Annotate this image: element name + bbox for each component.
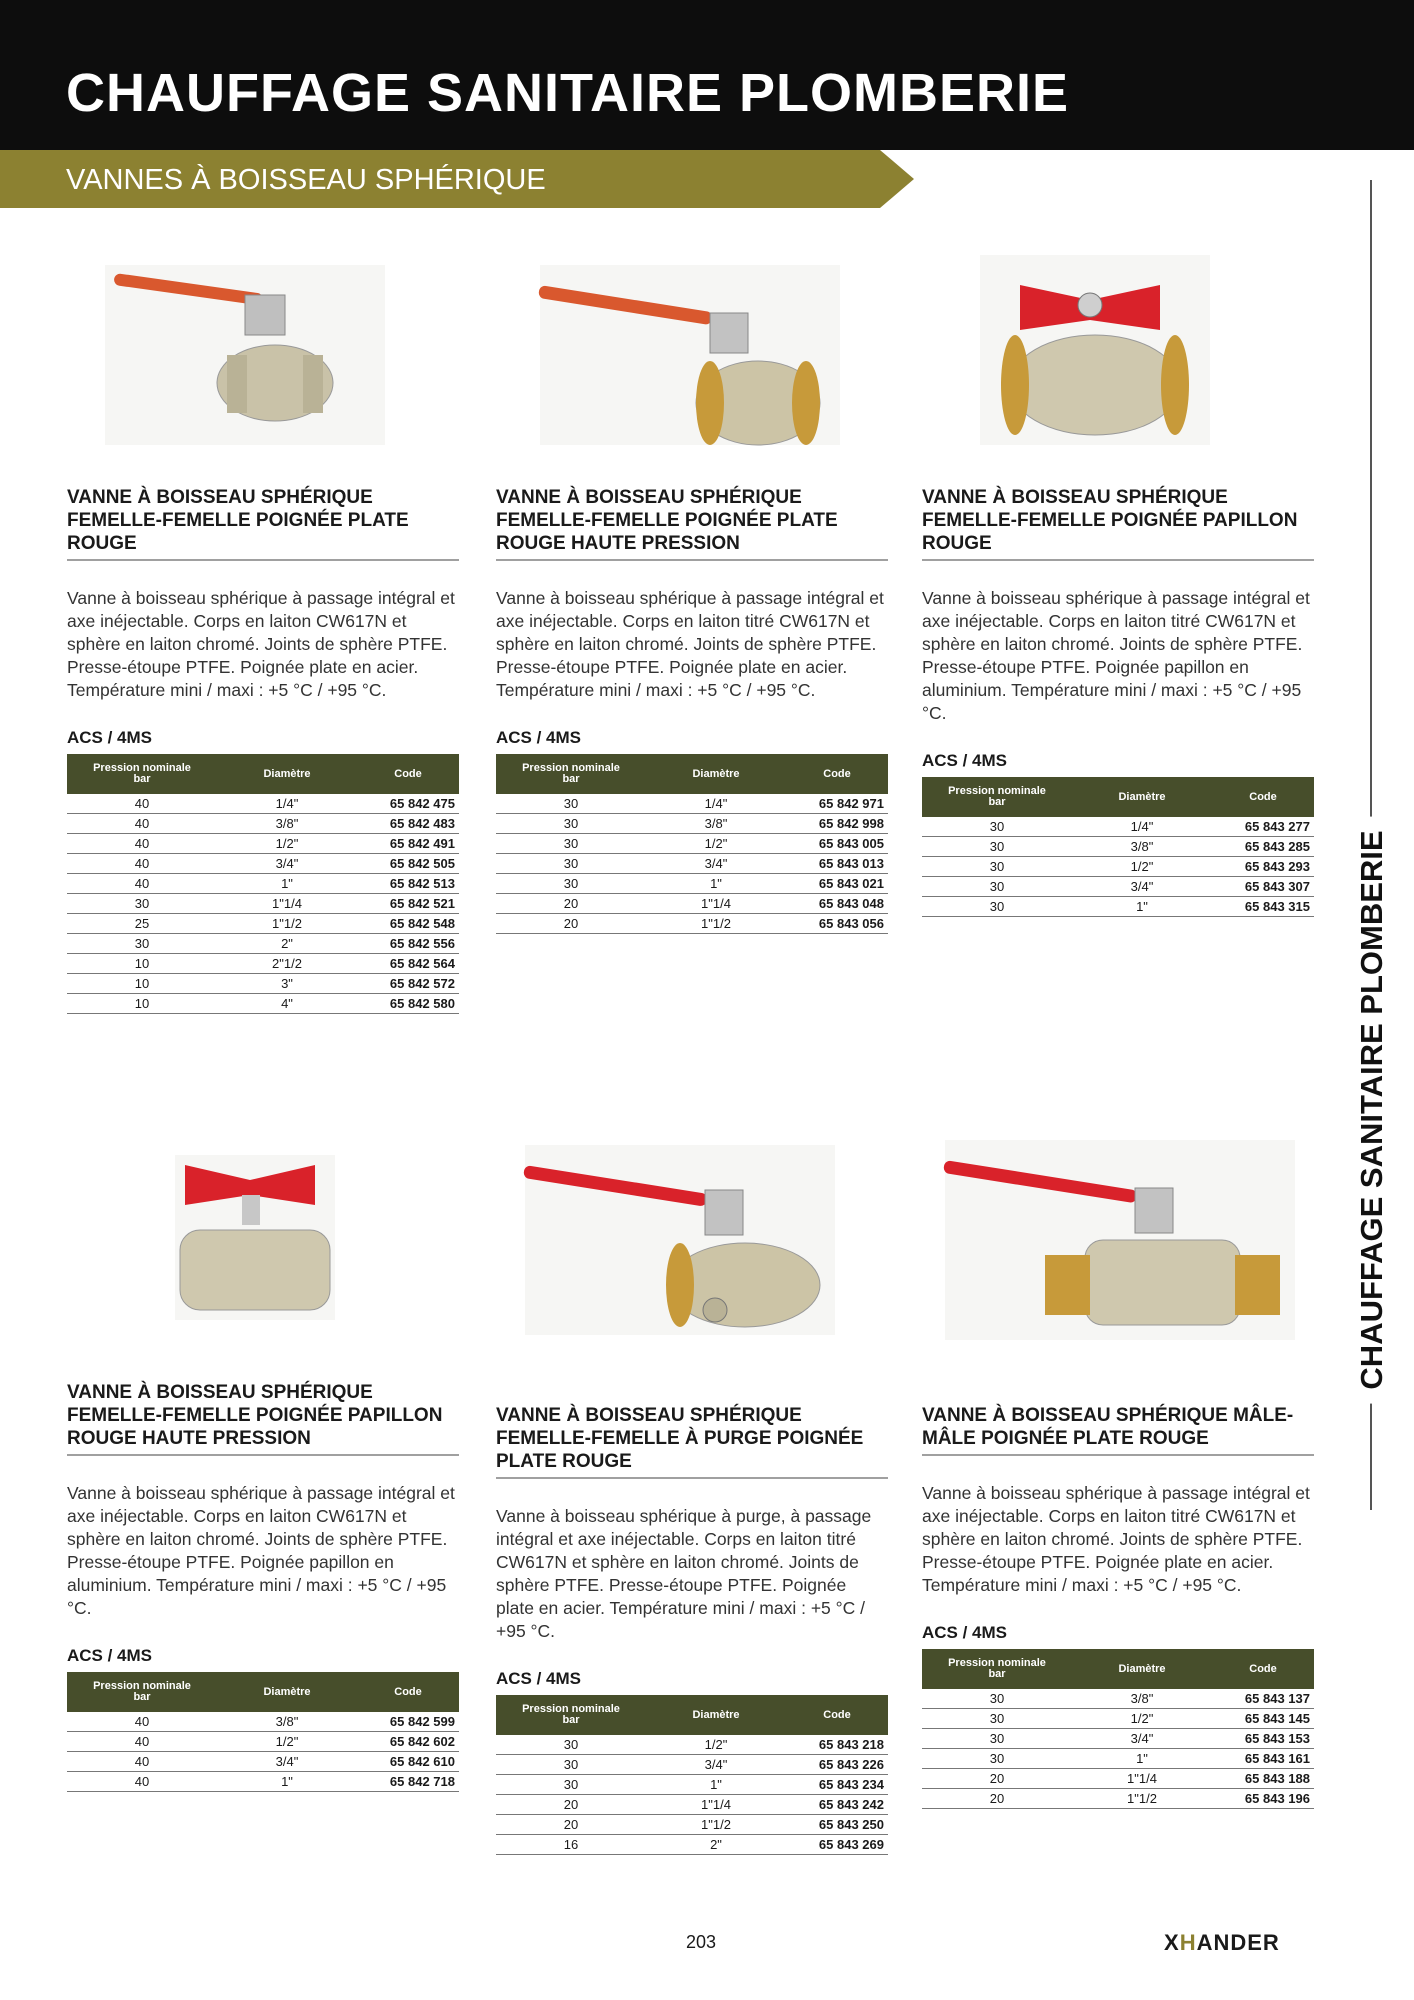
table-row	[922, 1749, 1314, 1769]
pressure-cell: 10	[67, 954, 217, 974]
diameter-cell: 1"1/4	[646, 894, 786, 914]
page-title: CHAUFFAGE SANITAIRE PLOMBERIE	[66, 63, 1070, 123]
valve-flat-handle-icon	[530, 255, 850, 455]
product-name: VANNE À BOISSEAU SPHÉRIQUE MÂLE-MÂLE POIGNÉE PLATE ROUGE	[922, 1404, 1314, 1456]
diameter-cell: 1/2"	[217, 834, 357, 854]
column-header-diameter: Diamètre	[1072, 1649, 1212, 1689]
pressure-cell: 30	[922, 837, 1072, 857]
product-name: VANNE À BOISSEAU SPHÉRIQUE FEMELLE-FEMELLE POIGNÉE PLATE ROUGE	[67, 486, 459, 561]
table-row	[67, 1712, 459, 1732]
pressure-cell: 40	[67, 834, 217, 854]
table-row	[67, 874, 459, 894]
diameter-cell: 1/4"	[646, 794, 786, 814]
certification-label: ACS / 4MS	[496, 1669, 582, 1688]
pressure-cell: 30	[496, 1775, 646, 1795]
column-header-code: Code	[357, 1672, 459, 1712]
table-row	[496, 1775, 888, 1795]
code-cell: 65 842 491	[357, 834, 459, 854]
code-cell: 65 842 513	[357, 874, 459, 894]
table-row	[67, 814, 459, 834]
table-row	[67, 974, 459, 994]
table-row	[67, 794, 459, 814]
diameter-cell: 3/4"	[217, 854, 357, 874]
certification-label: ACS / 4MS	[67, 728, 153, 747]
table-row	[496, 874, 888, 894]
code-cell: 65 843 285	[1212, 837, 1314, 857]
product-table	[496, 754, 888, 934]
diameter-cell: 3/4"	[646, 854, 786, 874]
table-row	[496, 794, 888, 814]
table-row	[496, 914, 888, 934]
pressure-cell: 20	[496, 1795, 646, 1815]
section-title: VANNES À BOISSEAU SPHÉRIQUE	[66, 164, 546, 196]
diameter-cell: 3/4"	[1072, 877, 1212, 897]
diameter-cell: 1"1/2	[646, 1815, 786, 1835]
pressure-cell: 20	[496, 914, 646, 934]
table-row	[67, 854, 459, 874]
product-table	[67, 1672, 459, 1792]
product-description: Vanne à boisseau sphérique à passage intégral et axe inéjectable. Corps en laiton titré CW617N et sphère en laiton chromé. Joints de sphère PTFE. Presse-étoupe PTFE. Poignée plate en acier. Température mini / maxi : +5 °C / +95 °C.	[922, 1483, 1310, 1595]
code-cell: 65 843 013	[786, 854, 888, 874]
code-cell: 65 843 269	[786, 1835, 888, 1855]
diameter-cell: 3/8"	[1072, 1689, 1212, 1709]
code-cell: 65 843 137	[1212, 1689, 1314, 1709]
table-row	[67, 1772, 459, 1792]
code-cell: 65 843 048	[786, 894, 888, 914]
code-cell: 65 842 572	[357, 974, 459, 994]
code-cell: 65 842 998	[786, 814, 888, 834]
certification-label: ACS / 4MS	[67, 1646, 153, 1665]
pressure-cell: 25	[67, 914, 217, 934]
diameter-cell: 3"	[217, 974, 357, 994]
valve-flat-handle-icon	[95, 255, 395, 455]
brand-logo: XHANDER	[1164, 1930, 1280, 1955]
code-cell: 65 842 556	[357, 934, 459, 954]
diameter-cell: 1/2"	[1072, 1709, 1212, 1729]
code-cell: 65 842 564	[357, 954, 459, 974]
diameter-cell: 1"	[646, 874, 786, 894]
code-cell: 65 843 234	[786, 1775, 888, 1795]
column-header-diameter: Diamètre	[646, 754, 786, 794]
column-header-code: Code	[1212, 777, 1314, 817]
product-card	[496, 1404, 888, 1855]
valve-flat-handle-drain-icon	[515, 1135, 845, 1345]
table-row	[922, 877, 1314, 897]
product-name: VANNE À BOISSEAU SPHÉRIQUE FEMELLE-FEMELLE POIGNÉE PAPILLON ROUGE	[922, 486, 1314, 561]
diameter-cell: 1"	[1072, 1749, 1212, 1769]
code-cell: 65 843 218	[786, 1735, 888, 1755]
code-cell: 65 843 293	[1212, 857, 1314, 877]
column-header-code: Code	[1212, 1649, 1314, 1689]
pressure-cell: 30	[922, 1689, 1072, 1709]
column-header-diameter: Diamètre	[646, 1695, 786, 1735]
pressure-cell: 40	[67, 874, 217, 894]
code-cell: 65 842 548	[357, 914, 459, 934]
product-card	[496, 486, 888, 934]
code-cell: 65 843 145	[1212, 1709, 1314, 1729]
diameter-cell: 2"	[646, 1835, 786, 1855]
pressure-cell: 40	[67, 1772, 217, 1792]
product-name: VANNE À BOISSEAU SPHÉRIQUE FEMELLE-FEMELLE POIGNÉE PAPILLON ROUGE HAUTE PRESSION	[67, 1381, 459, 1456]
table-row	[496, 814, 888, 834]
diameter-cell: 3/8"	[217, 814, 357, 834]
table-row	[496, 834, 888, 854]
code-cell: 65 843 226	[786, 1755, 888, 1775]
diameter-cell: 3/4"	[217, 1752, 357, 1772]
pressure-cell: 40	[67, 814, 217, 834]
diameter-cell: 1"1/4	[217, 894, 357, 914]
pressure-cell: 30	[496, 794, 646, 814]
diameter-cell: 1/2"	[646, 1735, 786, 1755]
pressure-cell: 30	[67, 934, 217, 954]
diameter-cell: 1"1/4	[1072, 1769, 1212, 1789]
table-row	[67, 954, 459, 974]
table-row	[67, 994, 459, 1014]
pressure-cell: 40	[67, 1732, 217, 1752]
code-cell: 65 843 021	[786, 874, 888, 894]
certification-label: ACS / 4MS	[922, 751, 1008, 770]
pressure-cell: 40	[67, 1752, 217, 1772]
diameter-cell: 1"	[217, 874, 357, 894]
pressure-cell: 40	[67, 1712, 217, 1732]
diameter-cell: 1"1/4	[646, 1795, 786, 1815]
code-cell: 65 843 161	[1212, 1749, 1314, 1769]
diameter-cell: 1/2"	[217, 1732, 357, 1752]
code-cell: 65 843 250	[786, 1815, 888, 1835]
valve-butterfly-handle-icon	[970, 245, 1220, 455]
table-row	[496, 1835, 888, 1855]
diameter-cell: 3/4"	[646, 1755, 786, 1775]
code-cell: 65 842 505	[357, 854, 459, 874]
product-table	[496, 1695, 888, 1855]
table-row	[67, 914, 459, 934]
code-cell: 65 843 153	[1212, 1729, 1314, 1749]
table-row	[922, 897, 1314, 917]
code-cell: 65 842 971	[786, 794, 888, 814]
code-cell: 65 843 307	[1212, 877, 1314, 897]
table-row	[496, 1755, 888, 1775]
code-cell: 65 843 242	[786, 1795, 888, 1815]
product-description: Vanne à boisseau sphérique à passage intégral et axe inéjectable. Corps en laiton titré CW617N et sphère en laiton chromé. Joints de sphère PTFE. Presse-étoupe PTFE. Poignée papillon en aluminium. Température mini / maxi : +5 °C / +95 °C.	[922, 588, 1310, 723]
table-row	[67, 834, 459, 854]
table-row	[922, 1769, 1314, 1789]
table-row	[922, 1729, 1314, 1749]
table-row	[496, 1735, 888, 1755]
code-cell: 65 843 315	[1212, 897, 1314, 917]
table-row	[922, 857, 1314, 877]
product-table	[922, 1649, 1314, 1809]
valve-butterfly-handle-icon	[170, 1150, 340, 1325]
column-header-pressure: Pression nominale bar	[67, 754, 217, 794]
side-section-label: CHAUFFAGE SANITAIRE PLOMBERIE	[1354, 816, 1390, 1403]
code-cell: 65 843 196	[1212, 1789, 1314, 1809]
diameter-cell: 1"	[646, 1775, 786, 1795]
table-row	[67, 894, 459, 914]
product-name: VANNE À BOISSEAU SPHÉRIQUE FEMELLE-FEMELLE À PURGE POIGNÉE PLATE ROUGE	[496, 1404, 888, 1479]
diameter-cell: 4"	[217, 994, 357, 1014]
column-header-pressure: Pression nominale bar	[496, 1695, 646, 1735]
code-cell: 65 842 718	[357, 1772, 459, 1792]
product-description: Vanne à boisseau sphérique à passage intégral et axe inéjectable. Corps en laiton CW617N et sphère en laiton chromé. Joints de sphère PTFE. Presse-étoupe PTFE. Poignée papillon en aluminium. Température mini / maxi : +5 °C / +95 °C.	[67, 1483, 455, 1618]
valve-male-flat-handle-icon	[935, 1130, 1305, 1350]
diameter-cell: 3/8"	[646, 814, 786, 834]
code-cell: 65 842 610	[357, 1752, 459, 1772]
pressure-cell: 30	[922, 1749, 1072, 1769]
column-header-diameter: Diamètre	[217, 754, 357, 794]
table-row	[922, 1709, 1314, 1729]
column-header-code: Code	[786, 754, 888, 794]
pressure-cell: 30	[922, 897, 1072, 917]
pressure-cell: 20	[496, 1815, 646, 1835]
diameter-cell: 1"1/2	[1072, 1789, 1212, 1809]
page-number: 203	[686, 1932, 717, 1952]
pressure-cell: 30	[922, 1729, 1072, 1749]
pressure-cell: 30	[496, 834, 646, 854]
pressure-cell: 30	[922, 817, 1072, 837]
diameter-cell: 2"	[217, 934, 357, 954]
pressure-cell: 30	[496, 814, 646, 834]
product-description: Vanne à boisseau sphérique à purge, à passage intégral et axe inéjectable. Corps en laiton titré CW617N et sphère en laiton chromé. Joints de sphère PTFE. Presse-étoupe PTFE. Poignée plate en acier. Température mini / maxi : +5 °C / +95 °C.	[496, 1506, 872, 1641]
code-cell: 65 842 521	[357, 894, 459, 914]
code-cell: 65 842 483	[357, 814, 459, 834]
column-header-pressure: Pression nominale bar	[496, 754, 646, 794]
pressure-cell: 10	[67, 994, 217, 1014]
diameter-cell: 3/4"	[1072, 1729, 1212, 1749]
column-header-diameter: Diamètre	[217, 1672, 357, 1712]
table-row	[496, 854, 888, 874]
pressure-cell: 16	[496, 1835, 646, 1855]
pressure-cell: 30	[922, 877, 1072, 897]
column-header-diameter: Diamètre	[1072, 777, 1212, 817]
code-cell: 65 842 602	[357, 1732, 459, 1752]
diameter-cell: 1/4"	[217, 794, 357, 814]
pressure-cell: 10	[67, 974, 217, 994]
product-description: Vanne à boisseau sphérique à passage intégral et axe inéjectable. Corps en laiton titré CW617N et sphère en laiton chromé. Joints de sphère PTFE. Presse-étoupe PTFE. Poignée plate en acier. Température mini / maxi : +5 °C / +95 °C.	[496, 588, 884, 700]
column-header-pressure: Pression nominale bar	[922, 1649, 1072, 1689]
product-card	[67, 1381, 459, 1792]
column-header-code: Code	[357, 754, 459, 794]
code-cell: 65 842 599	[357, 1712, 459, 1732]
code-cell: 65 843 005	[786, 834, 888, 854]
code-cell: 65 843 188	[1212, 1769, 1314, 1789]
pressure-cell: 30	[496, 1755, 646, 1775]
product-description: Vanne à boisseau sphérique à passage intégral et axe inéjectable. Corps en laiton CW617N et sphère en laiton chromé. Joints de sphère PTFE. Presse-étoupe PTFE. Poignée plate en acier. Température mini / maxi : +5 °C / +95 °C.	[67, 588, 455, 700]
product-card	[67, 486, 459, 1014]
pressure-cell: 40	[67, 794, 217, 814]
product-table	[922, 777, 1314, 917]
table-row	[922, 837, 1314, 857]
diameter-cell: 1/2"	[646, 834, 786, 854]
diameter-cell: 1"1/2	[646, 914, 786, 934]
product-card	[922, 486, 1314, 917]
table-row	[67, 1732, 459, 1752]
pressure-cell: 30	[496, 1735, 646, 1755]
code-cell: 65 842 580	[357, 994, 459, 1014]
pressure-cell: 20	[496, 894, 646, 914]
pressure-cell: 30	[496, 854, 646, 874]
pressure-cell: 30	[67, 894, 217, 914]
table-row	[67, 1752, 459, 1772]
certification-label: ACS / 4MS	[922, 1623, 1008, 1642]
diameter-cell: 3/8"	[1072, 837, 1212, 857]
code-cell: 65 843 277	[1212, 817, 1314, 837]
table-row	[496, 1815, 888, 1835]
diameter-cell: 2"1/2	[217, 954, 357, 974]
code-cell: 65 842 475	[357, 794, 459, 814]
column-header-pressure: Pression nominale bar	[922, 777, 1072, 817]
diameter-cell: 1/4"	[1072, 817, 1212, 837]
pressure-cell: 20	[922, 1789, 1072, 1809]
diameter-cell: 1/2"	[1072, 857, 1212, 877]
table-row	[922, 1689, 1314, 1709]
table-row	[496, 894, 888, 914]
pressure-cell: 30	[922, 857, 1072, 877]
pressure-cell: 30	[922, 1709, 1072, 1729]
column-header-code: Code	[786, 1695, 888, 1735]
table-row	[496, 1795, 888, 1815]
diameter-cell: 3/8"	[217, 1712, 357, 1732]
certification-label: ACS / 4MS	[496, 728, 582, 747]
pressure-cell: 30	[496, 874, 646, 894]
pressure-cell: 40	[67, 854, 217, 874]
table-row	[67, 934, 459, 954]
diameter-cell: 1"	[1072, 897, 1212, 917]
code-cell: 65 843 056	[786, 914, 888, 934]
product-name: VANNE À BOISSEAU SPHÉRIQUE FEMELLE-FEMELLE POIGNÉE PLATE ROUGE HAUTE PRESSION	[496, 486, 888, 561]
diameter-cell: 1"1/2	[217, 914, 357, 934]
column-header-pressure: Pression nominale bar	[67, 1672, 217, 1712]
table-row	[922, 817, 1314, 837]
diameter-cell: 1"	[217, 1772, 357, 1792]
product-table	[67, 754, 459, 1014]
pressure-cell: 20	[922, 1769, 1072, 1789]
product-card	[922, 1404, 1314, 1809]
table-row	[922, 1789, 1314, 1809]
